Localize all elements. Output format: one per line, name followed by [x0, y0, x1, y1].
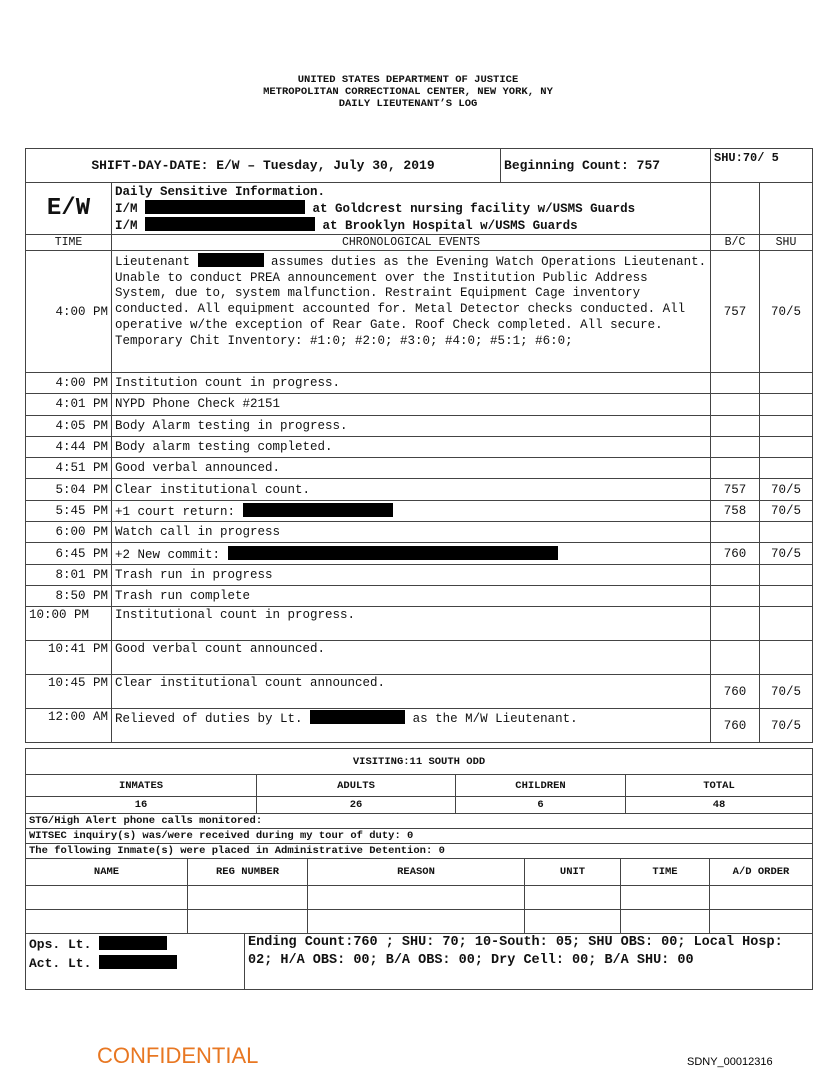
detention-name-header: NAME — [26, 859, 188, 886]
note-witsec: WITSEC inquiry(s) was/were received during my tour of duty: 0 — [26, 829, 813, 844]
entry-shu — [760, 394, 813, 415]
col-time-header: TIME — [26, 235, 112, 251]
entry-time: 8:01 PM — [26, 564, 112, 585]
entry-bc — [711, 394, 760, 415]
entry-bc — [711, 373, 760, 394]
entry-event: Trash run complete — [112, 585, 711, 606]
entry-time: 4:00 PM — [26, 251, 112, 373]
entry-bc — [711, 585, 760, 606]
ops-lt: Ops. Lt. — [29, 935, 241, 954]
entry-time: 4:51 PM — [26, 458, 112, 479]
note-admin-detention: The following Inmate(s) were placed in Administrative Detention: 0 — [26, 844, 813, 859]
entry-event: Clear institutional count. — [112, 479, 711, 500]
visiting-children-header: CHILDREN — [456, 775, 626, 797]
redaction — [228, 546, 558, 560]
log-entry-row — [26, 500, 813, 521]
log-entry-row — [26, 675, 813, 709]
entry-time: 4:01 PM — [26, 394, 112, 415]
visiting-table — [25, 748, 813, 814]
entry-bc: 758 — [711, 500, 760, 521]
visiting-title: VISITING:11 SOUTH ODD — [26, 749, 813, 775]
col-shu-header: SHU — [760, 235, 813, 251]
shift-code: E/W — [26, 183, 112, 235]
entry-event: Good verbal count announced. — [112, 641, 711, 675]
entry-event: Good verbal announced. — [112, 458, 711, 479]
entry-time: 12:00 AM — [26, 709, 112, 743]
signoff-table — [25, 933, 813, 990]
ending-count: Ending Count:760 ; SHU: 70; 10-South: 05; SHU OBS: 00; Local Hosp: 02; H/A OBS: 00; B/A OBS: 00; Dry Cell: 00; B/A SHU: 00 — [245, 934, 813, 990]
log-entry-row — [26, 607, 813, 641]
entry-bc: 757 — [711, 479, 760, 500]
entry-bc — [711, 436, 760, 457]
entry-time: 10:00 PM — [26, 607, 112, 641]
entry-time: 4:05 PM — [26, 415, 112, 436]
entry-event: +2 New commit: — [112, 543, 711, 564]
entry-time: 4:00 PM — [26, 373, 112, 394]
detention-unit-header: UNIT — [525, 859, 621, 886]
redaction — [145, 217, 315, 231]
entry-shu — [760, 458, 813, 479]
sensitive-info — [112, 183, 711, 235]
log-title: DAILY LIEUTENANT’S LOG — [338, 98, 478, 110]
entry-shu: 70/5 — [760, 479, 813, 500]
log-entry-row — [26, 641, 813, 675]
visiting-adults-header: ADULTS — [257, 775, 456, 797]
entry-time: 5:04 PM — [26, 479, 112, 500]
entry-shu — [760, 564, 813, 585]
detention-reason-header: REASON — [308, 859, 525, 886]
bates-number: SDNY_00012316 — [687, 1056, 773, 1068]
entry-bc: 760 — [711, 709, 760, 743]
log-entry-row — [26, 564, 813, 585]
redaction — [243, 503, 393, 517]
entry-bc — [711, 522, 760, 543]
log-entry-row — [26, 585, 813, 606]
agency-title: UNITED STATES DEPARTMENT OF JUSTICE — [297, 74, 519, 86]
entry-event: Body alarm testing completed. — [112, 436, 711, 457]
sensitive-title: Daily Sensitive Information. — [115, 185, 326, 199]
entry-event: Watch call in progress — [112, 522, 711, 543]
shu-count: SHU:70/ 5 — [711, 149, 813, 183]
entry-time: 5:45 PM — [26, 500, 112, 521]
col-events-header: CHRONOLOGICAL EVENTS — [112, 235, 711, 251]
detention-table — [25, 858, 813, 934]
detention-order-header: A/D ORDER — [710, 859, 813, 886]
visiting-children-value: 6 — [456, 797, 626, 814]
chronological-log-table — [25, 148, 813, 743]
beginning-count: Beginning Count: 757 — [501, 149, 711, 183]
entry-time: 6:45 PM — [26, 543, 112, 564]
redaction — [310, 710, 405, 724]
entry-event: Trash run in progress — [112, 564, 711, 585]
entry-shu — [760, 415, 813, 436]
redaction — [145, 200, 305, 214]
entry-bc — [711, 458, 760, 479]
lieutenants — [26, 934, 245, 990]
sensitive-line-2: I/M at Brooklyn Hospital w/USMS Guards — [115, 219, 578, 233]
entry-time: 10:41 PM — [26, 641, 112, 675]
entry-event: Body Alarm testing in progress. — [112, 415, 711, 436]
entry-time: 4:44 PM — [26, 436, 112, 457]
entry-event: Institution count in progress. — [112, 373, 711, 394]
confidential-stamp: CONFIDENTIAL — [97, 1043, 259, 1068]
entry-shu — [760, 436, 813, 457]
log-entry-row — [26, 522, 813, 543]
entry-event: Institutional count in progress. — [112, 607, 711, 641]
entry-shu — [760, 641, 813, 675]
detention-reg-header: REG NUMBER — [188, 859, 308, 886]
entry-event: Relieved of duties by Lt. as the M/W Lieutenant. — [112, 709, 711, 743]
entry-shu: 70/5 — [760, 543, 813, 564]
entry-shu: 70/5 — [760, 709, 813, 743]
note-stg: STG/High Alert phone calls monitored: — [26, 814, 813, 829]
entry-shu — [760, 607, 813, 641]
log-entry-row — [26, 458, 813, 479]
entry-time: 8:50 PM — [26, 585, 112, 606]
visiting-total-value: 48 — [626, 797, 813, 814]
entry-shu: 70/5 — [760, 675, 813, 709]
entry-bc — [711, 564, 760, 585]
entry-bc: 760 — [711, 543, 760, 564]
log-entry-row — [26, 479, 813, 500]
visiting-adults-value: 26 — [257, 797, 456, 814]
entry-bc: 760 — [711, 675, 760, 709]
entry-shu: 70/5 — [760, 500, 813, 521]
log-entry-row — [26, 543, 813, 564]
entry-event: +1 court return: — [112, 500, 711, 521]
entry-event: NYPD Phone Check #2151 — [112, 394, 711, 415]
entry-bc — [711, 607, 760, 641]
col-bc-header: B/C — [711, 235, 760, 251]
log-entry-row — [26, 436, 813, 457]
redaction — [99, 936, 167, 950]
visiting-total-header: TOTAL — [626, 775, 813, 797]
entry-shu — [760, 522, 813, 543]
entry-shu: 70/5 — [760, 251, 813, 373]
act-lt: Act. Lt. — [29, 954, 241, 973]
entry-bc: 757 — [711, 251, 760, 373]
log-entry-row — [26, 373, 813, 394]
entry-event: Clear institutional count announced. — [112, 675, 711, 709]
visiting-inmates-header: INMATES — [26, 775, 257, 797]
detention-time-header: TIME — [621, 859, 710, 886]
visiting-inmates-value: 16 — [26, 797, 257, 814]
entry-shu — [760, 373, 813, 394]
shift-day-date: SHIFT-DAY-DATE: E/W – Tuesday, July 30, 2019 — [26, 149, 501, 183]
redaction — [198, 253, 264, 267]
entry-bc — [711, 415, 760, 436]
entry-event: Lieutenant assumes duties as the Evening Watch Operations Lieutenant. Unable to conduct PREA announcement over the Institution Public Address System, due to, system malfunction. Restraint Equipment Cage inventory conducted. All equipment accounted for. Metal Detector checks conducted. All operative w/the exception of Rear Gate. Roof Check completed. All secure. Temporary Chit Inventory: #1:0; #2:0; #3:0; #4:0; #5:1; #6:0; — [112, 251, 711, 373]
facility-title: METROPOLITAN CORRECTIONAL CENTER, NEW YORK, NY — [263, 86, 553, 98]
entry-shu — [760, 585, 813, 606]
notes-table — [25, 813, 813, 859]
entry-time: 10:45 PM — [26, 675, 112, 709]
entry-time: 6:00 PM — [26, 522, 112, 543]
entry-bc — [711, 641, 760, 675]
redaction — [99, 955, 177, 969]
sensitive-line-1: I/M at Goldcrest nursing facility w/USMS Guards — [115, 202, 636, 216]
log-entry-row — [26, 394, 813, 415]
log-entry-row — [26, 415, 813, 436]
